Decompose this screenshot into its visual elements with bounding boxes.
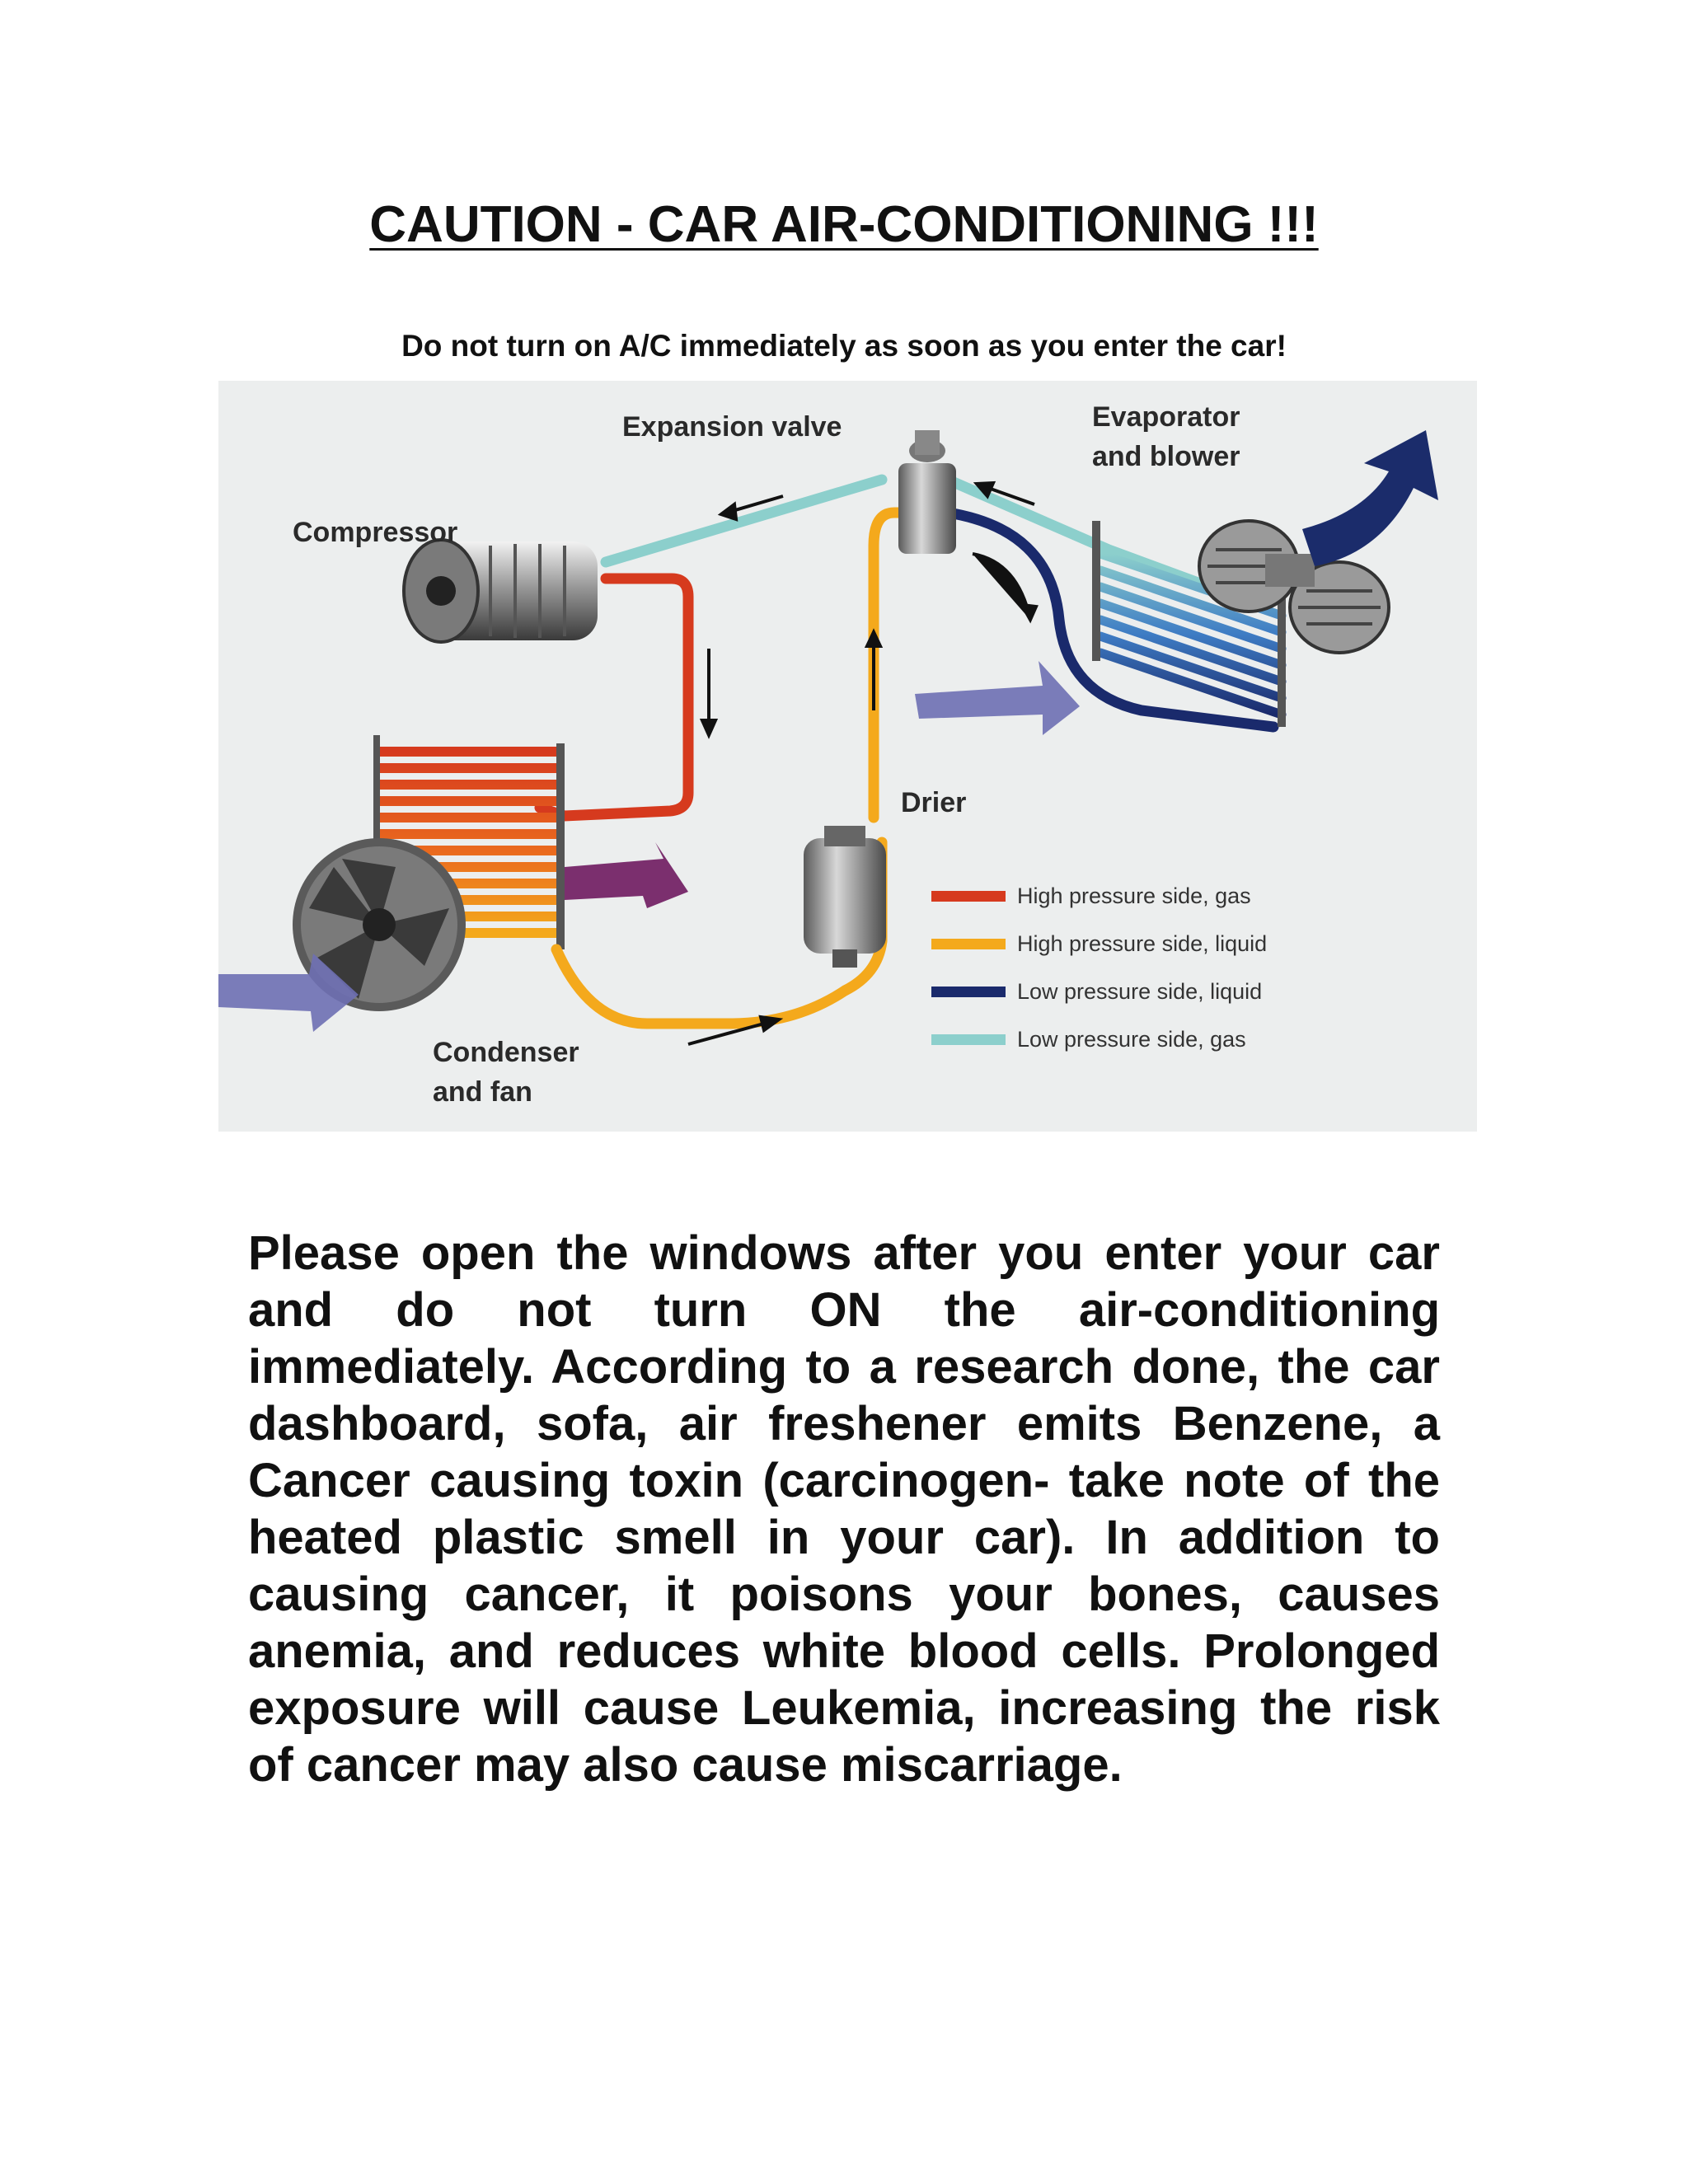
ac-system-diagram: [218, 381, 1477, 1132]
low-pressure-gas-line: [606, 480, 882, 562]
airflow-arrow-icon: [565, 842, 688, 908]
page-title-text: CAUTION - CAR AIR-CONDITIONING !!!: [369, 196, 1319, 253]
condenser-label-line1: Condenser: [433, 1037, 579, 1068]
airflow-arrow-icon: [1302, 430, 1438, 566]
legend-label: High pressure side, gas: [1017, 883, 1251, 908]
legend-swatch: [931, 987, 1006, 997]
evaporator-label-line1: Evaporator: [1092, 401, 1240, 433]
legend-item: [931, 975, 1262, 1008]
page-title: [0, 196, 1688, 254]
expansion-valve-label: Expansion valve: [622, 411, 842, 443]
legend-label: Low pressure side, gas: [1017, 1026, 1246, 1052]
compressor-label: Compressor: [293, 517, 458, 548]
evaporator-label-line2: and blower: [1092, 441, 1240, 472]
legend-item: [931, 1023, 1246, 1056]
drier-icon: [804, 826, 886, 968]
legend-label: High pressure side, liquid: [1017, 930, 1268, 956]
legend-item: [931, 927, 1267, 960]
subtitle: Do not turn on A/C immediately as soon as you enter the car!: [401, 329, 1287, 363]
legend-swatch: [931, 891, 1006, 902]
airflow-arrow-icon: [915, 661, 1080, 735]
legend-swatch: [931, 939, 1006, 949]
legend-item: [931, 879, 1251, 912]
body-paragraph: Please open the windows after you enter your car and do not turn ON the air-conditioning immediately. According to a research done, the car dashboard, sofa, air freshener emits Benzene, a Cancer causing toxin (carcinogen- take note of the heated plastic smell in your car). In addition to causing cancer, it poisons your bones, causes anemia, and reduces white blood cells. Prolonged exposure will cause Leukemia, increasing the risk of cancer may also cause miscarriage.: [248, 1226, 1440, 1792]
compressor-icon: [404, 540, 598, 642]
condenser-label-line2: and fan: [433, 1076, 532, 1108]
drier-label: Drier: [901, 787, 967, 818]
legend-swatch: [931, 1034, 1006, 1045]
legend-label: Low pressure side, liquid: [1017, 978, 1263, 1004]
expansion-valve-icon: [898, 430, 956, 554]
ac-diagram-illustration: [218, 381, 1477, 1132]
